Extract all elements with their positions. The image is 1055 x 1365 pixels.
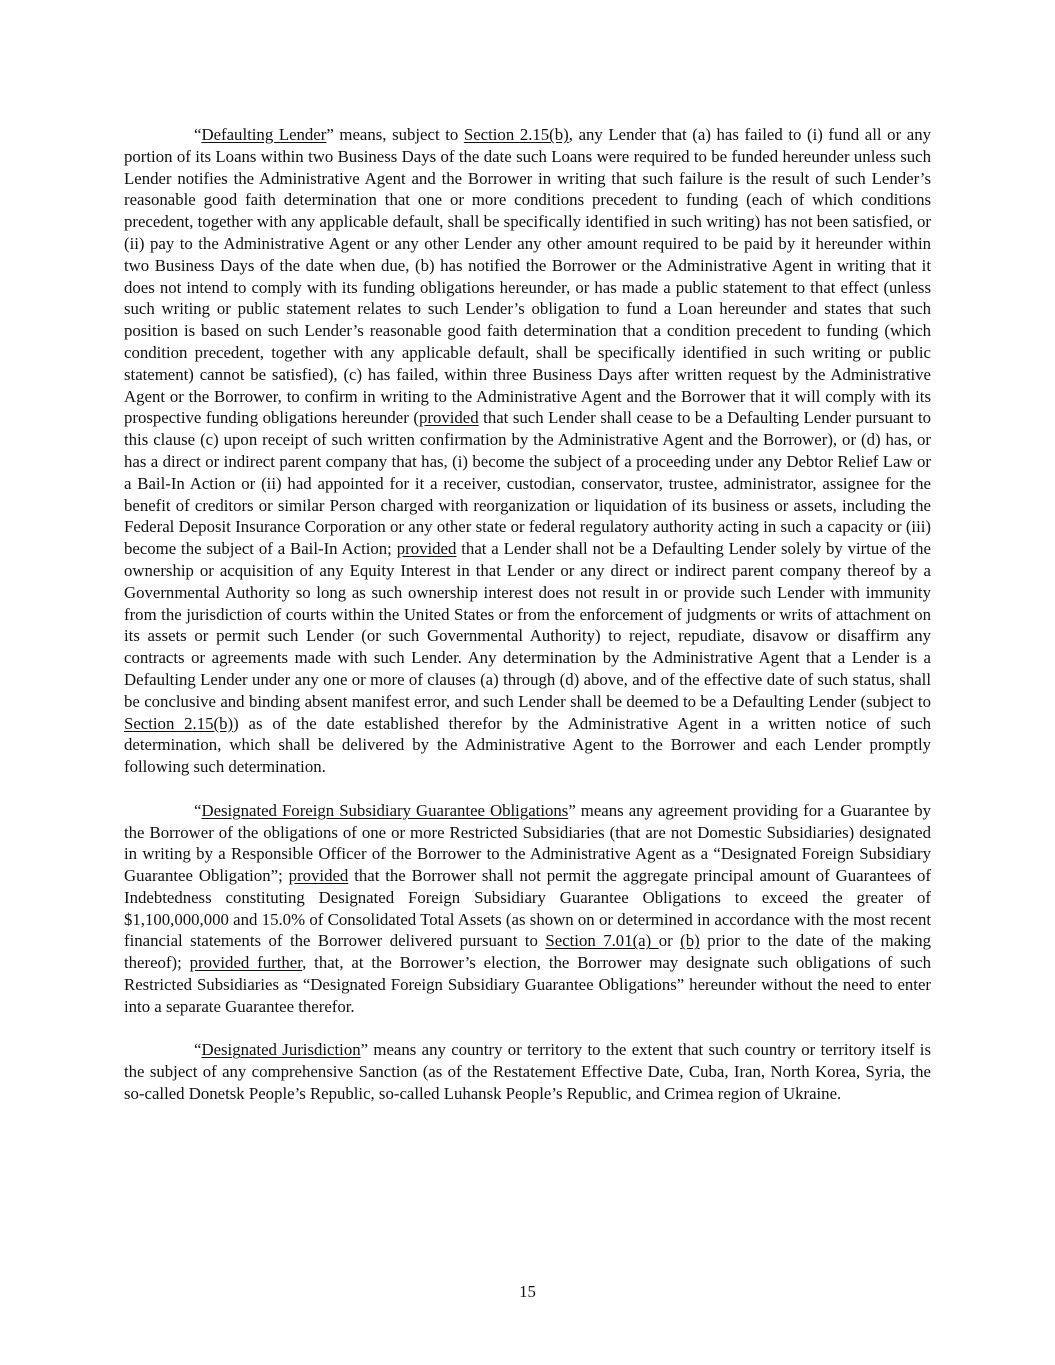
definition-designated-jurisdiction (124, 1039, 931, 1104)
text-run: or (658, 931, 681, 951)
text-run: “ (194, 1040, 202, 1060)
text-run: ” means, subject to (326, 125, 464, 144)
text-run: prior to the date of the making thereof); (124, 931, 931, 973)
section-reference: (b) (680, 931, 700, 951)
proviso-term: provided (418, 408, 479, 428)
proviso-term: provided (396, 539, 457, 559)
definition-designated-foreign-subsidiary-guarantee-obligations (124, 800, 931, 1018)
section-reference: Section 2.15(b) (463, 125, 569, 144)
text-run: , that, at the Borrower’s election, the Borrower may designate such obligations of such Restricted Subsidiaries as “Designated Foreign Subsidiary Guarantee Obligations” hereunder without the need to enter into a separate Guarantee therefor. (124, 953, 931, 1016)
text-run: ” means any country or territory to the extent that such country or territory itself is the subject of any comprehensive Sanction (as of the Restatement Effective Date, Cuba, Iran, North Korea, Syria, the so-called Donetsk People’s Republic, so-called Luhansk People’s Republic, and Crimea region of Ukraine. (124, 1040, 932, 1104)
defined-term-defaulting-lender: Defaulting Lender (201, 125, 327, 144)
defined-term-designated-jurisdiction: Designated Jurisdiction (201, 1040, 361, 1060)
defined-term-designated-foreign-subsidiary-guarantee-obligations: Designated Foreign Subsidiary Guarantee Obligations (201, 800, 569, 820)
section-reference: Section 7.01(a) (545, 931, 659, 951)
text-run: ) as of the date established therefor by the Administrative Agent in a written notice of such determination, which shall be delivered by the Administrative Agent to the Borrower and each Lender promptly following such determination. (124, 713, 931, 777)
text-run: ” means any agreement providing for a Guarantee by the Borrower of the obligations of one or more Restricted Subsidiaries (that are not Domestic Subsidiaries) designated in writing by a Responsible Officer of the Borrower to the Administrative Agent as a “Designated Foreign Subsidiary Guarantee Obligation”; (124, 800, 931, 886)
text-run: that a Lender shall not be a Defaulting Lender solely by virtue of the ownership or acquisition of any Equity Interest in that Lender or any direct or indirect parent company thereof by a Governmental Authority so long as such ownership interest does not result in or provide such Lender with immunity from the jurisdiction of courts within the United States or from the enforcement of judgments or writs of attachment on its assets or permit such Lender (or such Governmental Authority) to reject, repudiate, disavow or disaffirm any contracts or agreements made with such Lender. Any determination by the Administrative Agent that a Lender is a Defaulting Lender under any one or more of clauses (a) through (d) above, and of the effective date of such status, shall be conclusive and binding absent manifest error, and such Lender shall be deemed to be a Defaulting Lender (subject to (124, 539, 931, 711)
section-reference: Section 2.15(b) (124, 713, 234, 733)
text-run: “ (194, 125, 202, 144)
page-number: 15 (519, 1282, 536, 1301)
proviso-term: provided (288, 866, 349, 886)
document-page (124, 124, 931, 1127)
text-run: that such Lender shall cease to be a Defaulting Lender pursuant to this clause (c) upon receipt of such written confirmation by the Administrative Agent and the Borrower), or (d) has, or has a direct or indirect parent company that has, (i) become the subject of a proceeding under any Debtor Relief Law or a Bail-In Action or (ii) had appointed for it a receiver, custodian, conservator, trustee, administrator, assignee for the benefit of creditors or similar Person charged with reorganization or liquidation of its business or assets, including the Federal Deposit Insurance Corporation or any other state or federal regulatory authority acting in such a capacity or (iii) become the subject of a Bail-In Action; (124, 408, 931, 559)
text-run: that the Borrower shall not permit the aggregate principal amount of Guarantees of Indebtedness constituting Designated Foreign Subsidiary Guarantee Obligations to exceed the greater of $1,100,000,000 and 15.0% of Consolidated Total Assets (as shown on or determined in accordance with the most recent financial statements of the Borrower delivered pursuant to (124, 866, 931, 951)
definition-defaulting-lender (124, 124, 931, 778)
text-run: , any Lender that (a) has failed to (i) fund all or any portion of its Loans within two Business Days of the date such Loans were required to be funded hereunder unless such Lender notifies the Administrative Agent and the Borrower in writing that such failure is the result of such Lender’s reasonable good faith determination that one or more conditions precedent to funding (each of which conditions precedent, together with any applicable default, shall be specifically identified in such writing) has not been satisfied, or (ii) pay to the Administrative Agent or any other Lender any other amount required to be paid by it hereunder within two Business Days of the date when due, (b) has notified the Borrower or the Administrative Agent in writing that it does not intend to comply with its funding obligations hereunder, or has made a public statement to that effect (unless such writing or public statement relates to such Lender’s obligation to fund a Loan hereunder and states that such position is based on such Lender’s reasonable good faith determination that a condition precedent to funding (which condition precedent, together with any applicable default, shall be specifically identified in such writing or public statement) cannot be satisfied), (c) has failed, within three Business Days after written request by the Administrative Agent or the Borrower, to confirm in writing to the Administrative Agent and the Borrower that it will comply with its prospective funding obligations hereunder ( (124, 125, 931, 428)
text-run: “ (194, 800, 202, 820)
proviso-term: provided further (189, 953, 303, 973)
